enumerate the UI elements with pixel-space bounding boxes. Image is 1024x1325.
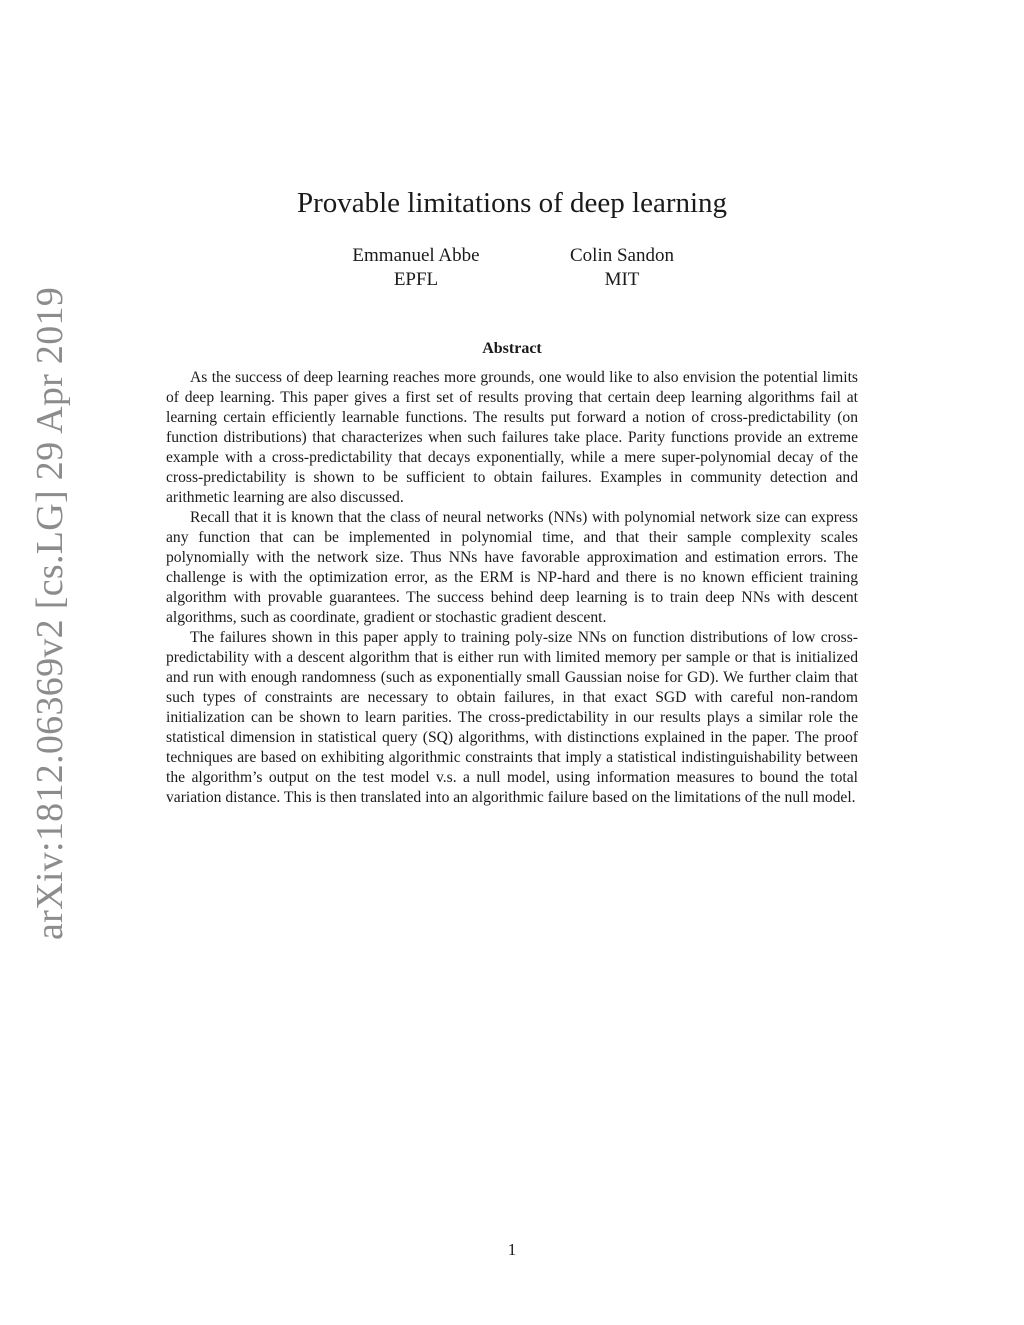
abstract-paragraph: Recall that it is known that the class of neural networks (NNs) with polynomial network size can express any function that can be implemented in polynomial time, and that their sample complexity scales polynomially with the network size. Thus NNs have favorable approximation and estimation errors. The challenge is with the optimization error, as the ERM is NP-hard and there is no known efficient training algorithm with provable guarantees. The success behind deep learning is to train deep NNs with descent algorithms, such as coordinate, gradient or stochastic gradient descent.: [166, 509, 858, 626]
author-affiliation: MIT: [604, 269, 640, 290]
author-affiliation: EPFL: [393, 269, 439, 290]
abstract-paragraph: The failures shown in this paper apply to training poly-size NNs on function distributions of low cross-predictability with a descent algorithm that is either run with limited memory per sample or that is initialized and run with enough randomness (such as exponentially small Gaussian noise for GD). We further claim that such types of constraints are necessary to obtain failures, in that exact SGD with careful non-random initialization can be shown to learn parities. The cross-predictability in our results plays a similar role the statistical dimension in statistical query (SQ) algorithms, with distinctions explained in the paper. The proof techniques are based on exhibiting algorithmic constraints that imply a statistical indistinguishability between the algorithm’s output on the test model v.s. a null model, using information measures to bound the total variation distance. This is then translated into an algorithmic failure based on the limitations of the null model.: [166, 629, 858, 806]
author-block: [316, 244, 516, 292]
abstract-body: [166, 368, 858, 808]
author-name: Colin Sandon: [570, 245, 674, 266]
author-name: Emmanuel Abbe: [352, 245, 480, 266]
paper-title: Provable limitations of deep learning: [296, 187, 728, 219]
abstract-heading: Abstract: [482, 340, 542, 357]
author-block: [522, 244, 722, 292]
page-number: 1: [507, 1240, 517, 1259]
arxiv-identifier-stamp: arXiv:1812.06369v2 [cs.LG] 29 Apr 2019: [29, 286, 71, 940]
abstract-paragraph: As the success of deep learning reaches more grounds, one would like to also envision the potential limits of deep learning. This paper gives a first set of results proving that certain deep learning algorithms fail at learning certain efficiently learnable functions. The results put forward a notion of cross-predictability (on function distributions) that characterizes when such failures take place. Parity functions provide an extreme example with a cross-predictability that decays exponentially, while a mere super-polynomial decay of the cross-predictability is shown to be sufficient to obtain failures. Examples in community detection and arithmetic learning are also discussed.: [166, 369, 858, 506]
